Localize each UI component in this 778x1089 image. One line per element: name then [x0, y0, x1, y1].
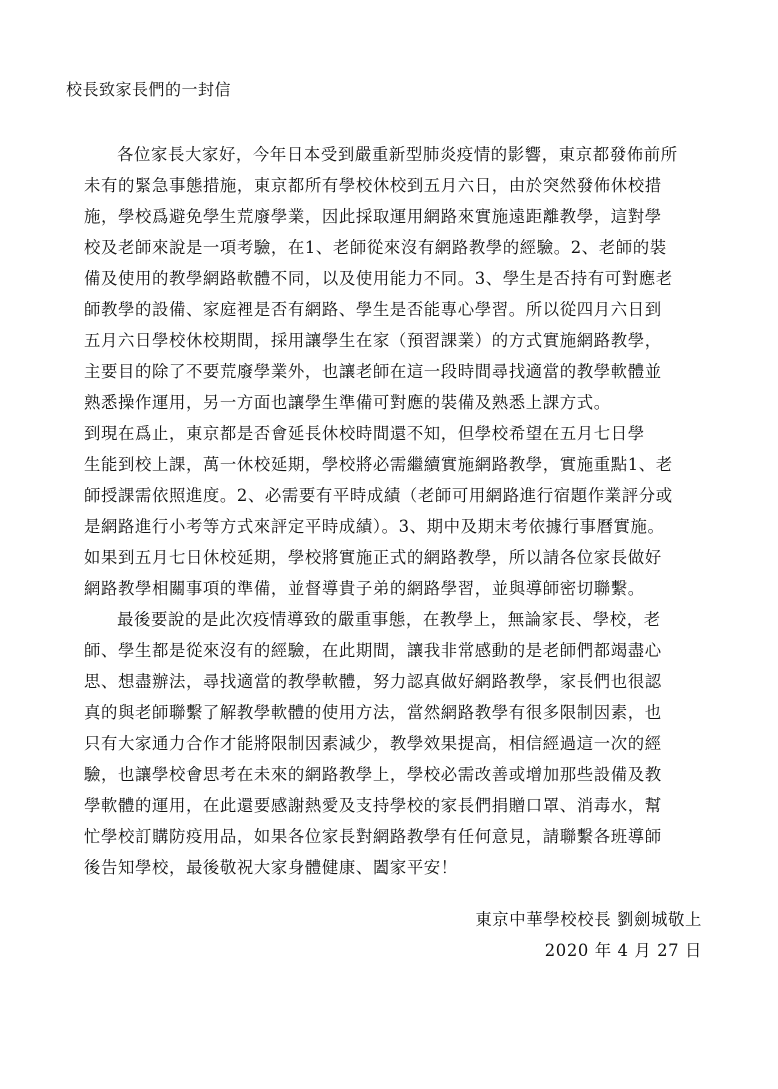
paragraph-3-line-3: 思、想盡辦法，尋找適當的教學軟體，努力認真做好網路教學，家長們也很認: [84, 672, 662, 691]
paragraph-2-line-4: 是網路進行小考等方式來評定平時成績）。3、期中及期末考依據行事曆實施。: [84, 517, 665, 536]
signature-block: [475, 904, 702, 966]
paragraph-1-line-1: 各位家長大家好，今年日本受到嚴重新型肺炎疫情的影響，東京都發佈前所: [117, 145, 678, 164]
paragraph-3-line-5: 只有大家通力合作才能將限制因素減少，教學效果提高，相信經過這一次的經: [84, 734, 662, 753]
signature: 東京中華學校校長 劉劍城敬上: [475, 910, 702, 929]
paragraph-2-line-6: 網路教學相關事項的準備，並督導貴子弟的網路學習，並與導師密切聯繫。: [84, 579, 645, 598]
paragraph-1-line-7: 五月六日學校休校期間，採用讓學生在家（預習課業）的方式實施網路教學，: [84, 331, 662, 350]
paragraph-3-line-2: 師、學生都是從來沒有的經驗，在此期間，讓我非常感動的是老師們都竭盡心: [84, 641, 662, 660]
paragraph-2-line-3: 師授課需依照進度。2、必需要有平時成績（老師可用網路進行宿題作業評分或: [84, 486, 673, 505]
paragraph-1-line-9: 熟悉操作運用，另一方面也讓學生準備可對應的裝備及熟悉上課方式。: [84, 393, 611, 412]
paragraph-1-line-5: 備及使用的教學網路軟體不同，以及使用能力不同。3、學生是否持有可對應老: [84, 269, 673, 288]
letter-title: 校長致家長們的一封信: [66, 80, 232, 99]
paragraph-3-line-9: 後告知學校，最後敬祝大家身體健康、闔家平安！: [84, 858, 458, 877]
paragraph-3-line-1: 最後要說的是此次疫情導致的嚴重事態，在教學上，無論家長、學校，老: [117, 610, 661, 629]
paragraph-1-line-6: 師教學的設備、家庭裡是否有網路、學生是否能專心學習。所以從四月六日到: [84, 300, 662, 319]
paragraph-2-line-1: 到現在爲止，東京都是否會延長休校時間還不知，但學校希望在五月七日學: [84, 424, 645, 443]
paragraph-1-line-2: 未有的緊急事態措施，東京都所有學校休校到五月六日，由於突然發佈休校措: [84, 176, 662, 195]
paragraph-3-line-6: 驗，也讓學校會思考在未來的網路教學上，學校必需改善或增加那些設備及教: [84, 765, 662, 784]
paragraph-2-line-2: 生能到校上課，萬一休校延期，學校將必需繼續實施網路教學，實施重點1、老: [84, 455, 673, 474]
paragraph-3-line-7: 學軟體的運用，在此還要感謝熱愛及支持學校的家長們捐贈口罩、消毒水，幫: [84, 796, 662, 815]
paragraph-1-line-4: 校及老師來說是一項考驗，在1、老師從來沒有網路教學的經驗。2、老師的裝: [84, 238, 667, 257]
paragraph-2-line-5: 如果到五月七日休校延期，學校將實施正式的網路教學，所以請各位家長做好: [84, 548, 662, 567]
paragraph-1-line-8: 主要目的除了不要荒廢學業外，也讓老師在這一段時間尋找適當的教學軟體並: [84, 362, 662, 381]
paragraph-3-line-4: 真的與老師聯繫了解教學軟體的使用方法，當然網路教學有很多限制因素，也: [84, 703, 662, 722]
letter-body: [84, 139, 724, 883]
letter-date: 2020 年 4 月 27 日: [544, 941, 702, 960]
paragraph-3-line-8: 忙學校訂購防疫用品，如果各位家長對網路教學有任何意見，請聯繫各班導師: [84, 827, 662, 846]
paragraph-1-line-3: 施，學校爲避免學生荒廢學業，因此採取運用網路來實施遠距離教學，這對學: [84, 207, 662, 226]
